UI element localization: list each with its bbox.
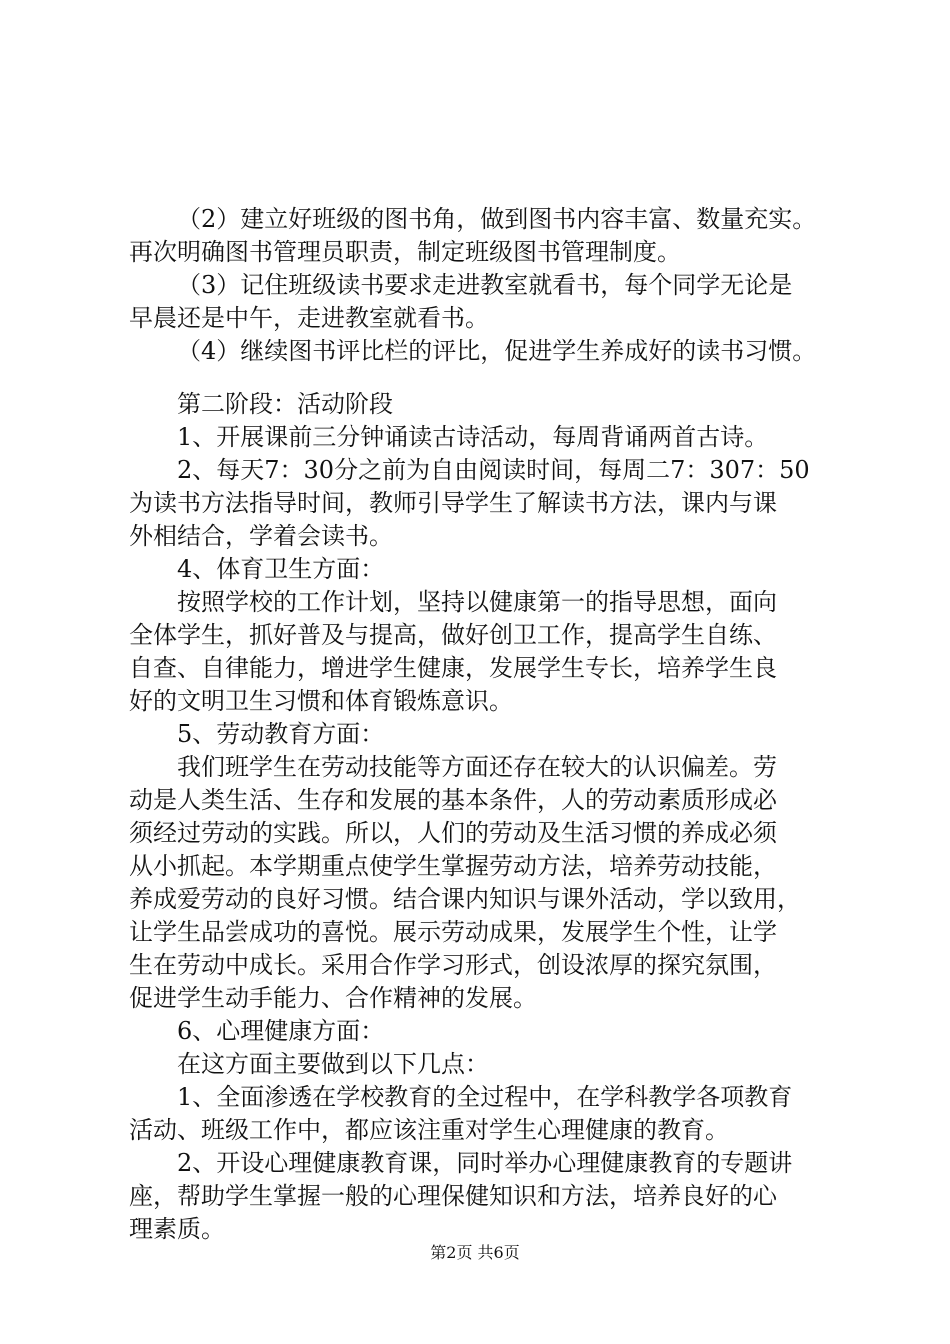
paragraph-line: 好的文明卫生习惯和体育锻炼意识。 xyxy=(129,687,513,715)
paragraph-line: 全体学生，抓好普及与提高，做好创卫工作，提高学生自练、 xyxy=(129,621,777,649)
paragraph-line: 再次明确图书管理员职责，制定班级图书管理制度。 xyxy=(129,238,681,266)
paragraph-line: 活动、班级工作中，都应该注重对学生心理健康的教育。 xyxy=(129,1116,729,1144)
section-heading: 第二阶段：活动阶段 xyxy=(177,390,393,418)
paragraph-line: 2、开设心理健康教育课，同时举办心理健康教育的专题讲 xyxy=(177,1149,793,1177)
document-body xyxy=(129,203,864,1246)
paragraph-line: 座，帮助学生掌握一般的心理保健知识和方法，培养良好的心 xyxy=(129,1182,777,1210)
paragraph-gap xyxy=(129,368,864,388)
paragraph-line: 让学生品尝成功的喜悦。展示劳动成果，发展学生个性，让学 xyxy=(129,918,777,946)
paragraph-line: 早晨还是中午，走进教室就看书。 xyxy=(129,304,489,332)
paragraph-line: 我们班学生在劳动技能等方面还存在较大的认识偏差。劳 xyxy=(177,753,777,781)
paragraph-line: 1、全面渗透在学校教育的全过程中，在学科教学各项教育 xyxy=(177,1083,793,1111)
paragraph-line: 外相结合，学着会读书。 xyxy=(129,522,393,550)
section-heading: 6、心理健康方面： xyxy=(177,1017,385,1045)
paragraph-line: 促进学生动手能力、合作精神的发展。 xyxy=(129,984,537,1012)
paragraph-line: （4）继续图书评比栏的评比，促进学生养成好的读书习惯。 xyxy=(177,337,817,365)
paragraph-line: 理素质。 xyxy=(129,1215,225,1243)
section-heading: 4、体育卫生方面： xyxy=(177,555,385,583)
paragraph-line: 2、每天7：30分之前为自由阅读时间，每周二7：307：50 xyxy=(177,456,810,484)
paragraph-line: 动是人类生活、生存和发展的基本条件，人的劳动素质形成必 xyxy=(129,786,777,814)
section-heading: 5、劳动教育方面： xyxy=(177,720,385,748)
paragraph-line: 须经过劳动的实践。所以，人们的劳动及生活习惯的养成必须 xyxy=(129,819,777,847)
paragraph-line: （3）记住班级读书要求走进教室就看书，每个同学无论是 xyxy=(177,271,793,299)
paragraph-line: 从小抓起。本学期重点使学生掌握劳动方法，培养劳动技能， xyxy=(129,852,777,880)
paragraph-line: 在这方面主要做到以下几点： xyxy=(177,1050,489,1078)
paragraph-line: 为读书方法指导时间，教师引导学生了解读书方法，课内与课 xyxy=(129,489,777,517)
paragraph-line: 养成爱劳动的良好习惯。结合课内知识与课外活动，学以致用， xyxy=(129,885,801,913)
paragraph-line: 按照学校的工作计划，坚持以健康第一的指导思想，面向 xyxy=(177,588,777,616)
paragraph-line: （2）建立好班级的图书角，做到图书内容丰富、数量充实。 xyxy=(177,205,817,233)
paragraph-line: 自查、自律能力，增进学生健康，发展学生专长，培养学生良 xyxy=(129,654,777,682)
page-footer: 第2页 共6页 xyxy=(430,1243,520,1262)
paragraph-line: 生在劳动中成长。采用合作学习形式，创设浓厚的探究氛围， xyxy=(129,951,777,979)
paragraph-line: 1、开展课前三分钟诵读古诗活动，每周背诵两首古诗。 xyxy=(177,423,769,451)
